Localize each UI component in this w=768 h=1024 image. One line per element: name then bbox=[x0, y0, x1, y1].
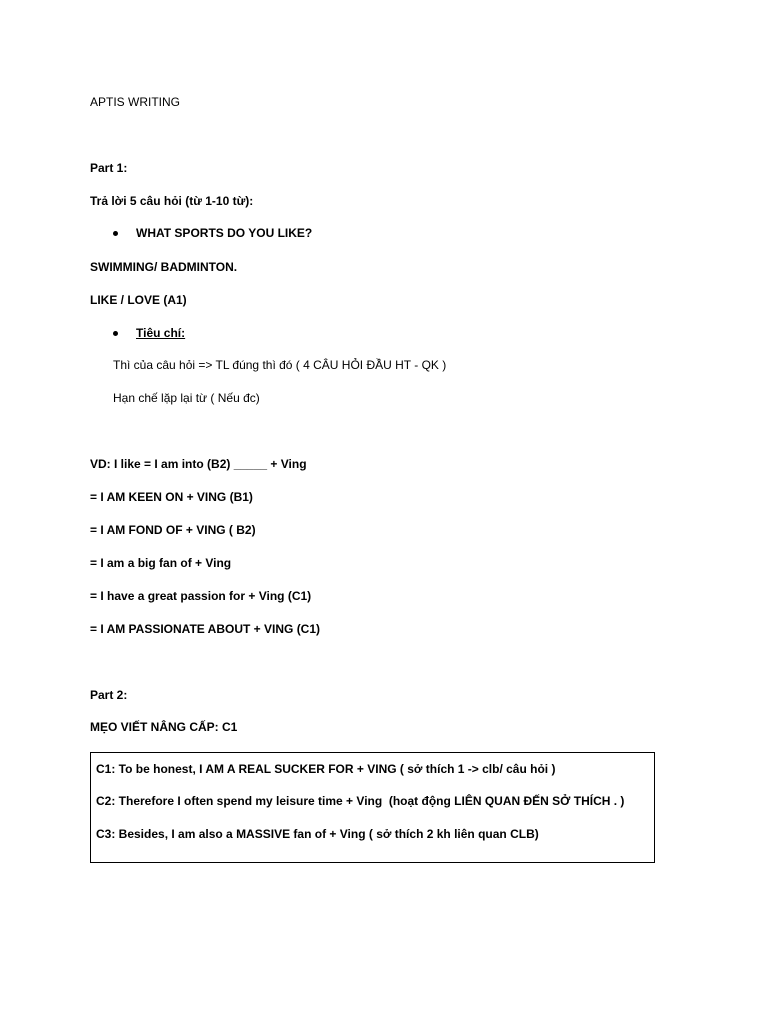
criteria-line-2: Hạn chế lặp lại từ ( Nếu đc) bbox=[113, 391, 260, 405]
example-line: = I have a great passion for + Ving (C1) bbox=[90, 589, 312, 603]
answer-sports: SWIMMING/ BADMINTON. bbox=[90, 260, 238, 274]
example-line: = I AM KEEN ON + VING (B1) bbox=[90, 490, 253, 504]
doc-title: APTIS WRITING bbox=[90, 95, 180, 109]
tips-box-line: C1: To be honest, I AM A REAL SUCKER FOR + VING ( sở thích 1 -> clb/ câu hỏi ) bbox=[96, 762, 556, 776]
example-line: VD: I like = I am into (B2) _____ + Ving bbox=[90, 457, 307, 471]
bullet-icon bbox=[113, 231, 118, 236]
example-line: = I am a big fan of + Ving bbox=[90, 556, 232, 570]
criteria-label: Tiêu chí: bbox=[136, 326, 186, 340]
tips-box bbox=[90, 752, 655, 863]
tips-box-line: C3: Besides, I am also a MASSIVE fan of + Ving ( sở thích 2 kh liên quan CLB) bbox=[96, 827, 539, 841]
bullet-icon bbox=[113, 331, 118, 336]
example-line: = I AM FOND OF + VING ( B2) bbox=[90, 523, 256, 537]
tips-heading: MẸO VIẾT NÂNG CẤP: C1 bbox=[90, 720, 238, 734]
criteria-line-1: Thì của câu hỏi => TL đúng thì đó ( 4 CÂU HỎI ĐẦU HT - QK ) bbox=[113, 358, 447, 372]
example-line: = I AM PASSIONATE ABOUT + VING (C1) bbox=[90, 622, 321, 636]
part2-heading: Part 2: bbox=[90, 688, 128, 702]
like-love-line: LIKE / LOVE (A1) bbox=[90, 293, 187, 307]
tips-box-line: C2: Therefore I often spend my leisure time + Ving (hoạt động LIÊN QUAN ĐẾN SỞ THÍCH . ) bbox=[96, 794, 625, 808]
part1-instruction: Trả lời 5 câu hỏi (từ 1-10 từ): bbox=[90, 194, 254, 208]
bullet-question-item bbox=[113, 226, 312, 240]
bullet-question-text: WHAT SPORTS DO YOU LIKE? bbox=[136, 226, 313, 240]
part1-heading: Part 1: bbox=[90, 161, 128, 175]
criteria-item bbox=[113, 326, 185, 340]
